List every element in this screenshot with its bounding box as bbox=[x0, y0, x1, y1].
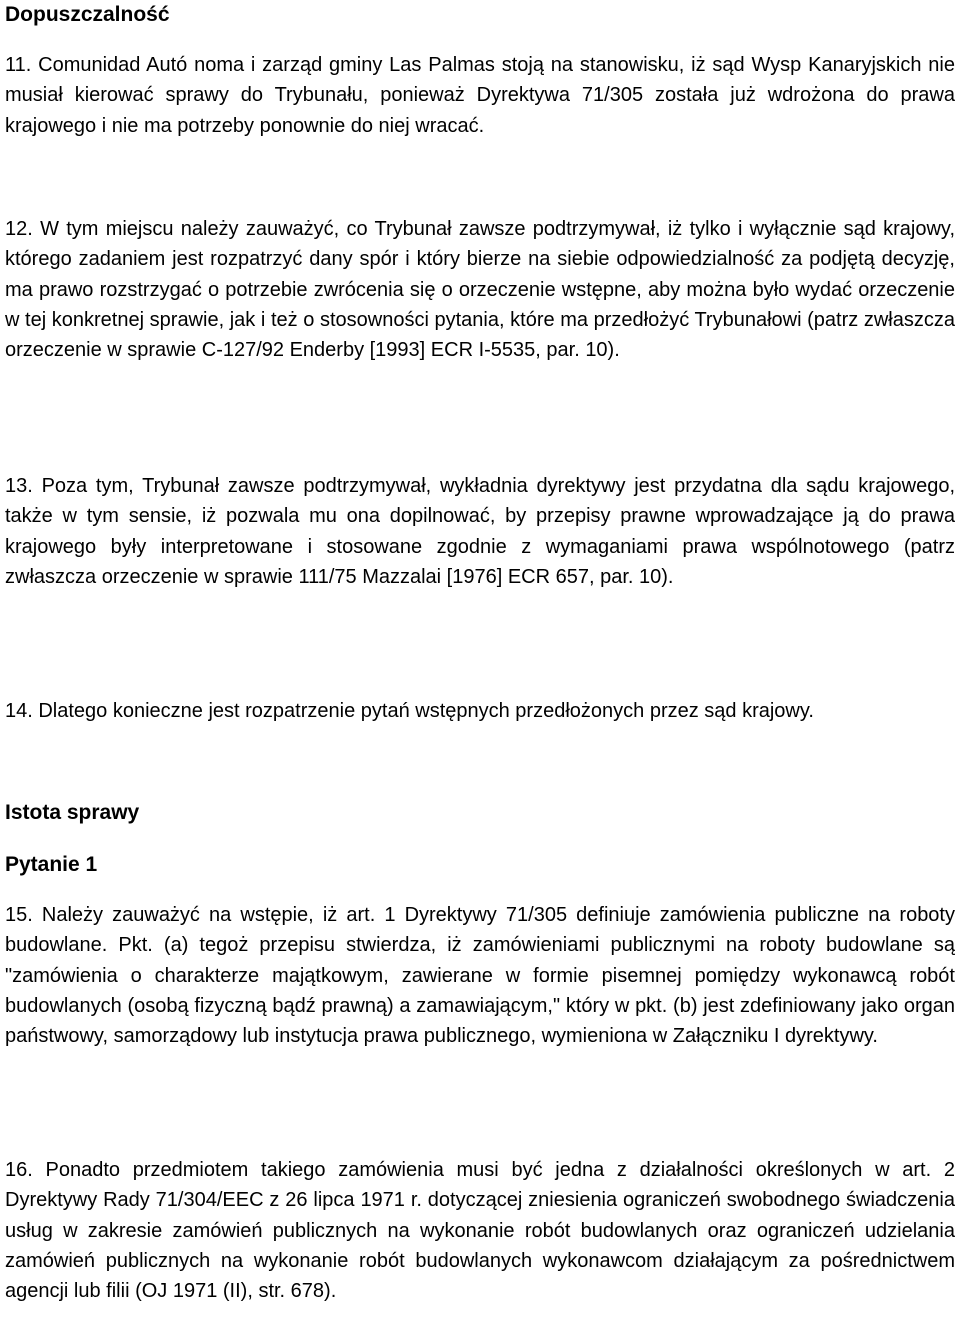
section-heading-question-1: Pytanie 1 bbox=[5, 853, 98, 876]
paragraph-15: 15. Należy zauważyć na wstępie, iż art. 1 Dyrektywy 71/305 definiuje zamówienia publiczne na roboty budowlane. Pkt. (a) tegoż przepisu stwierdza, iż zamówieniami publicznymi na roboty budowlane są "zamówienia o charakterze majątkowym, zawierane w formie pisemnej pomiędzy wykonawcą robót budowlanych (osobą fizyczną bądź prawną) a zamawiającym," który w pkt. (b) jest zdefiniowany jako organ państwowy, samorządowy lub instytucja prawa publicznego, wymieniona w Załączniku I dyrektywy. bbox=[5, 904, 955, 1048]
paragraph-11: 11. Comunidad Autó noma i zarząd gminy Las Palmas stoją na stanowisku, iż sąd Wysp Kanaryjskich nie musiał kierować sprawy do Trybunału, ponieważ Dyrektywa 71/305 została już wdrożona do prawa krajowego i nie ma potrzeby ponownie do niej wracać. bbox=[5, 54, 955, 137]
paragraph-14: 14. Dlatego konieczne jest rozpatrzenie pytań wstępnych przedłożonych przez sąd krajowy. bbox=[5, 700, 814, 722]
paragraph-12: 12. W tym miejscu należy zauważyć, co Trybunał zawsze podtrzymywał, iż tylko i wyłącznie sąd krajowy, którego zadaniem jest rozpatrzyć dany spór i który bierze na siebie odpowiedzialność za podjętą decyzję, ma prawo rozstrzygać o potrzebie zwrócenia się o orzeczenie wstępne, aby można było wydać orzeczenie w tej konkretnej sprawie, jak i też o stosowności pytania, które ma przedłożyć Trybunałowi (patrz zwłaszcza orzeczenie w sprawie C-127/92 Enderby [1993] ECR I-5535, par. 10). bbox=[5, 218, 955, 362]
paragraph-16: 16. Ponadto przedmiotem takiego zamówienia musi być jedna z działalności określonych w art. 2 Dyrektywy Rady 71/304/EEC z 26 lipca 1971 r. dotyczącej zniesienia ograniczeń swobodnego świadczenia usług w zakresie zamówień publicznych na wykonanie robót budowlanych oraz ograniczeń udzielania zamówień publicznych na wykonanie robót budowlanych wykonawcom działającym za pośrednictwem agencji lub filii (OJ 1971 (II), str. 678). bbox=[5, 1159, 955, 1303]
section-heading-admissibility: Dopuszczalność bbox=[5, 3, 170, 26]
paragraph-13: 13. Poza tym, Trybunał zawsze podtrzymywał, wykładnia dyrektywy jest przydatna dla sądu krajowego, także w tym sensie, iż pozwala mu ona dopilnować, by przepisy prawne wprowadzające ją do prawa krajowego były interpretowane i stosowane zgodnie z wymaganiami prawa wspólnotowego (patrz zwłaszcza orzeczenie w sprawie 111/75 Mazzalai [1976] ECR 657, par. 10). bbox=[5, 475, 955, 588]
section-heading-merits: Istota sprawy bbox=[5, 801, 140, 824]
